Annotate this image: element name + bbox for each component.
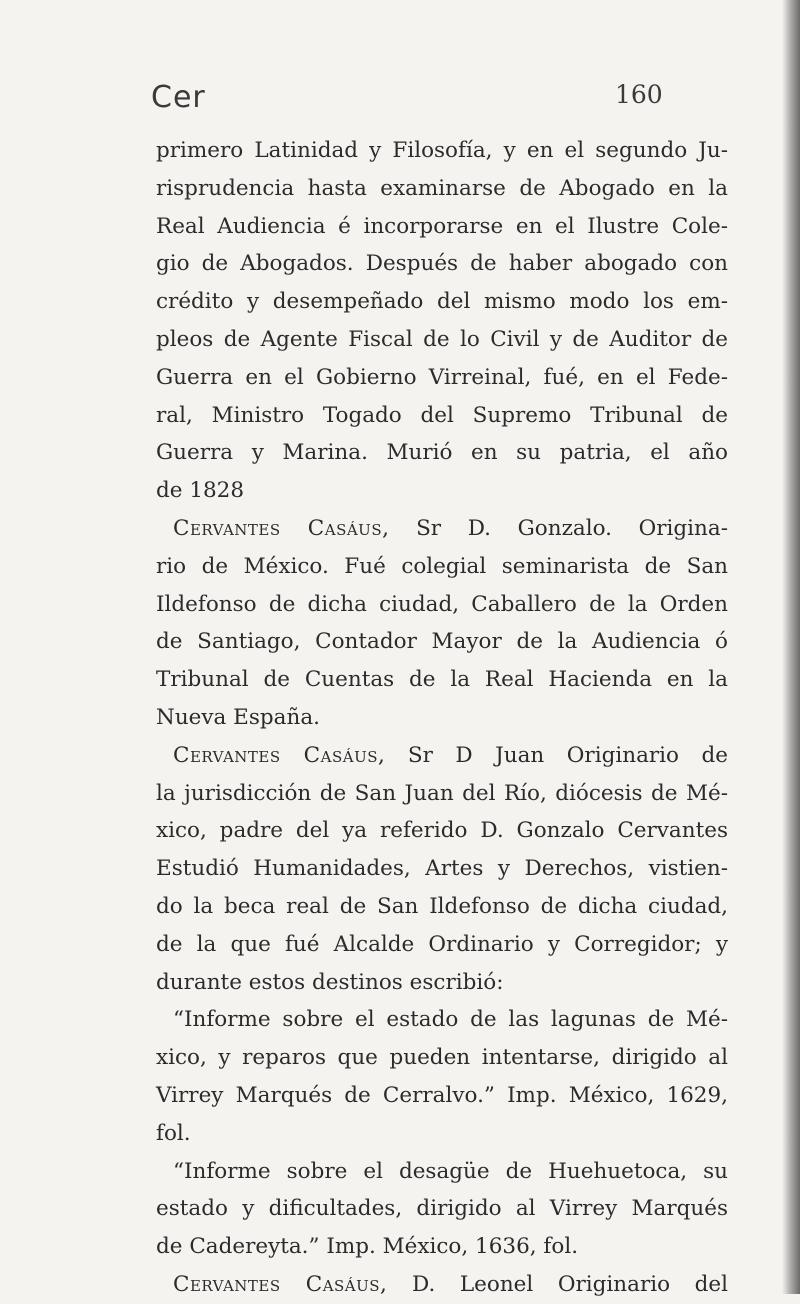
text-line: do la beca real de San Ildefonso de dicha ciudad, xyxy=(156,893,728,919)
text-line: de la que fué Alcalde Ordinario y Corregidor; y xyxy=(156,931,728,957)
text-line: Guerra y Marina. Murió en su patria, el año xyxy=(156,440,728,466)
entry-text: D. Leonel Originario del xyxy=(412,1271,729,1297)
entry-first-line xyxy=(156,1266,728,1304)
text-line: de 1828 xyxy=(156,478,245,504)
text-line: “Informe sobre el estado de las lagunas de Mé- xyxy=(173,1007,728,1033)
entry-name: Cervantes Casáus, xyxy=(173,515,390,541)
text-line: de Cadereyta.” Imp. México, 1636, fol. xyxy=(156,1234,579,1260)
body-text xyxy=(156,132,728,1304)
running-head: Cer xyxy=(151,80,206,115)
text-line: durante estos destinos escribió: xyxy=(156,969,504,995)
text-line: pleos de Agente Fiscal de lo Civil y de Auditor de xyxy=(156,326,728,352)
text-line: Nueva España. xyxy=(156,704,320,730)
text-line: risprudencia hasta examinarse de Abogado en la xyxy=(156,175,728,201)
text-line: fol. xyxy=(156,1120,191,1146)
page-edge-shadow xyxy=(782,0,800,1294)
text-line: Estudió Humanidades, Artes y Derechos, vistien- xyxy=(156,856,728,882)
text-line: xico, y reparos que pueden intentarse, dirigido al xyxy=(156,1045,728,1071)
entry-text: Sr D Juan Originario de xyxy=(407,742,728,768)
entry-text: Sr D. Gonzalo. Origina- xyxy=(416,515,728,541)
text-line: Virrey Marqués de Cerralvo.” Imp. México, 1629, xyxy=(156,1082,728,1108)
text-line: Ildefonso de dicha ciudad, Caballero de la Orden xyxy=(156,591,728,617)
text-line: xico, padre del ya referido D. Gonzalo Cervantes xyxy=(156,818,728,844)
text-line: estado y dificultades, dirigido al Virrey Marqués xyxy=(156,1196,728,1222)
text-line: Real Audiencia é incorporarse en el Ilustre Cole- xyxy=(156,213,728,239)
entry-name: Cervantes Casáus, xyxy=(173,1271,388,1297)
text-line: crédito y desempeñado del mismo modo los em- xyxy=(156,289,728,315)
entry-name: Cervantes Casáus, xyxy=(173,742,386,768)
text-line: primero Latinidad y Filosofía, y en el segundo Ju- xyxy=(156,138,728,163)
text-line: de Santiago, Contador Mayor de la Audiencia ó xyxy=(156,629,728,655)
entry-first-line xyxy=(156,510,728,548)
text-line: Tribunal de Cuentas de la Real Hacienda en la xyxy=(156,667,728,693)
text-line: la jurisdicción de San Juan del Río, diócesis de Mé- xyxy=(156,780,728,806)
text-line: gio de Abogados. Después de haber abogado con xyxy=(156,251,728,277)
text-line: Guerra en el Gobierno Virreinal, fué, en el Fede- xyxy=(156,364,728,390)
entry-first-line xyxy=(156,737,728,775)
text-line: ral, Ministro Togado del Supremo Tribunal de xyxy=(156,402,728,428)
page-number: 160 xyxy=(615,80,663,109)
text-line: rio de México. Fué colegial seminarista de San xyxy=(156,553,728,579)
text-line: “Informe sobre el desagüe de Huehuetoca, su xyxy=(173,1158,728,1184)
